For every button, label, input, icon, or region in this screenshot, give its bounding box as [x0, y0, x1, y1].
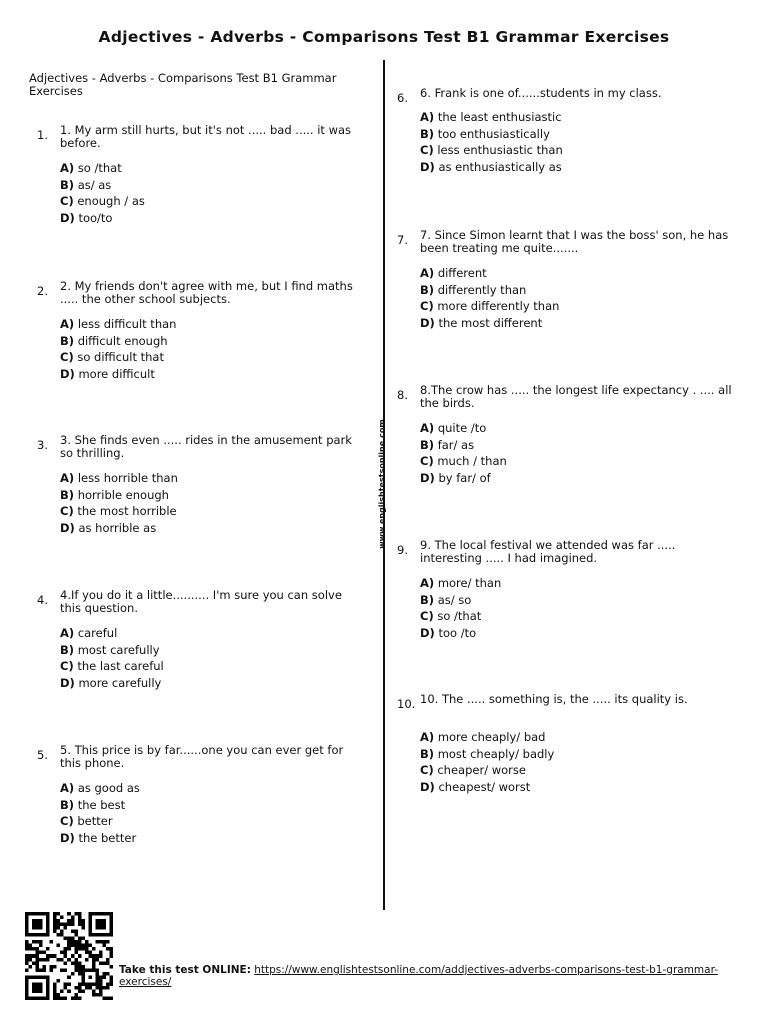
option-letter: D) [60, 830, 75, 845]
option-letter: B) [60, 177, 75, 192]
option-letter: B) [60, 642, 75, 657]
answer-option[interactable] [420, 437, 507, 454]
option-letter: D) [60, 675, 75, 690]
answer-option[interactable] [420, 109, 563, 126]
option-letter: A) [60, 471, 75, 485]
page-subtitle: Adjectives - Adverbs - Comparisons Test B1 Grammar Exercises [29, 71, 337, 98]
answer-option[interactable] [60, 642, 164, 659]
question-text: 7. Since Simon learnt that I was the boss' son, he has been treating me quite....... [420, 228, 729, 255]
answer-option[interactable] [60, 830, 140, 847]
option-text: quite /to [437, 421, 487, 435]
answer-option[interactable] [60, 193, 145, 210]
answer-option[interactable] [60, 797, 140, 814]
option-letter: B) [420, 746, 435, 761]
option-text: difficult enough [77, 333, 168, 348]
question-text: 2. My friends don't agree with me, but I find maths ..... the other school subjects. [60, 279, 353, 306]
answer-option[interactable] [60, 470, 178, 487]
option-letter: D) [420, 470, 435, 485]
footer [119, 964, 719, 988]
answer-option[interactable] [60, 349, 176, 366]
qr-code-icon [25, 912, 113, 1000]
option-text: more differently than [437, 299, 560, 313]
option-letter: C) [420, 299, 434, 313]
answer-options [420, 420, 507, 486]
question-number: 4. [37, 593, 48, 607]
answer-options [420, 729, 554, 795]
answer-option[interactable] [420, 315, 559, 332]
option-letter: A) [60, 781, 75, 795]
answer-option[interactable] [60, 658, 164, 675]
test-online-link[interactable]: https://www.englishtestsonline.com/addjectives-adverbs-comparisons-test-b1-grammar-exercises/ [119, 964, 719, 988]
option-text: careful [77, 626, 118, 640]
option-letter: D) [420, 315, 435, 330]
question-text: 5. This price is by far......one you can ever get for this phone. [60, 743, 344, 770]
option-text: most carefully [77, 642, 160, 657]
option-letter: A) [420, 110, 435, 124]
option-text: different [437, 266, 487, 280]
option-letter: C) [60, 350, 74, 364]
site-watermark: www.englishtestsonline.com [377, 419, 387, 549]
question-number: 9. [397, 543, 408, 557]
answer-options [60, 780, 140, 846]
option-text: more difficult [78, 366, 155, 381]
option-letter: D) [60, 520, 75, 535]
option-letter: A) [420, 421, 435, 435]
option-text: too enthusiastically [437, 126, 550, 141]
answer-option[interactable] [420, 420, 507, 437]
option-letter: C) [420, 143, 434, 157]
option-text: as good as [77, 781, 140, 795]
option-letter: A) [420, 730, 435, 744]
option-letter: B) [420, 282, 435, 297]
answer-option[interactable] [420, 779, 554, 796]
option-text: differently than [437, 282, 527, 297]
option-text: as/ so [437, 592, 472, 607]
option-letter: D) [420, 159, 435, 174]
answer-option[interactable] [60, 675, 164, 692]
answer-option[interactable] [420, 298, 559, 315]
answer-option[interactable] [60, 333, 176, 350]
option-text: by far/ of [438, 470, 491, 485]
option-letter: A) [420, 576, 435, 590]
question-text: 10. The ..... something is, the ..... its quality is. [420, 692, 688, 706]
option-text: more cheaply/ bad [437, 730, 546, 744]
question-number: 8. [397, 388, 408, 402]
answer-option[interactable] [60, 813, 140, 830]
option-letter: C) [420, 763, 434, 777]
answer-option[interactable] [420, 608, 501, 625]
option-letter: B) [60, 333, 75, 348]
option-letter: C) [420, 609, 434, 623]
option-text: less enthusiastic than [437, 143, 563, 157]
answer-option[interactable] [60, 316, 176, 333]
answer-option[interactable] [60, 625, 164, 642]
option-letter: A) [60, 626, 75, 640]
option-text: as horrible as [78, 520, 157, 535]
footer-label: Take this test ONLINE: [119, 964, 251, 976]
option-letter: D) [420, 625, 435, 640]
option-letter: B) [420, 592, 435, 607]
answer-options [420, 265, 559, 331]
answer-options [420, 575, 501, 641]
answer-option[interactable] [60, 487, 178, 504]
option-letter: B) [420, 126, 435, 141]
option-text: less horrible than [77, 471, 178, 485]
question-number: 6. [397, 91, 408, 105]
option-text: the best [77, 797, 126, 812]
option-text: much / than [437, 454, 507, 468]
answer-option[interactable] [420, 142, 563, 159]
option-text: so difficult that [77, 350, 164, 364]
answer-option[interactable] [60, 520, 178, 537]
answer-options [420, 109, 563, 175]
option-letter: C) [60, 194, 74, 208]
option-letter: D) [420, 779, 435, 794]
option-text: less difficult than [77, 317, 177, 331]
option-letter: D) [60, 210, 75, 225]
option-text: most cheaply/ badly [437, 746, 555, 761]
question-number: 2. [37, 284, 48, 298]
option-text: enough / as [77, 194, 145, 208]
option-letter: A) [60, 161, 75, 175]
option-letter: C) [60, 814, 74, 828]
page-title: Adjectives - Adverbs - Comparisons Test B1 Grammar Exercises [98, 28, 670, 46]
option-letter: A) [60, 317, 75, 331]
option-text: so /that [77, 161, 122, 175]
answer-option[interactable] [60, 160, 145, 177]
answer-option[interactable] [420, 453, 507, 470]
option-text: as enthusiastically as [438, 159, 562, 174]
answer-option[interactable] [420, 592, 501, 609]
option-letter: B) [60, 797, 75, 812]
option-text: too /to [438, 625, 477, 640]
question-text: 4.If you do it a little.......... I'm sure you can solve this question. [60, 588, 342, 615]
question-number: 1. [37, 128, 48, 142]
question-text: 9. The local festival we attended was far ..... interesting ..... I had imagined. [420, 538, 676, 565]
answer-options [60, 470, 178, 536]
question-number: 3. [37, 438, 48, 452]
option-letter: D) [60, 366, 75, 381]
option-text: the most horrible [77, 504, 177, 518]
option-text: too/to [78, 210, 113, 225]
option-letter: A) [420, 266, 435, 280]
question-number: 5. [37, 748, 48, 762]
option-text: the last careful [77, 659, 164, 673]
option-letter: B) [420, 437, 435, 452]
question-text: 8.The crow has ..... the longest life expectancy . .... all the birds. [420, 383, 732, 410]
question-text: 6. Frank is one of......students in my class. [420, 86, 662, 100]
option-text: far/ as [437, 437, 475, 452]
option-text: more carefully [78, 675, 162, 690]
option-text: more/ than [437, 576, 502, 590]
option-text: so /that [437, 609, 482, 623]
answer-option[interactable] [420, 282, 559, 299]
option-text: the least enthusiastic [437, 110, 562, 124]
question-text: 1. My arm still hurts, but it's not ..... bad ..... it was before. [60, 123, 352, 150]
answer-option[interactable] [60, 503, 178, 520]
answer-option[interactable] [60, 780, 140, 797]
answer-option[interactable] [60, 210, 145, 227]
answer-option[interactable] [420, 762, 554, 779]
option-text: the better [78, 830, 137, 845]
answer-option[interactable] [420, 470, 507, 487]
option-letter: C) [60, 659, 74, 673]
option-text: the most different [438, 315, 543, 330]
answer-option[interactable] [420, 746, 554, 763]
option-text: as/ as [77, 177, 112, 192]
answer-options [60, 625, 164, 691]
option-letter: C) [420, 454, 434, 468]
answer-options [60, 316, 176, 382]
option-text: cheapest/ worst [438, 779, 531, 794]
question-text: 3. She finds even ..... rides in the amusement park so thrilling. [60, 433, 352, 460]
question-number: 7. [397, 233, 408, 247]
answer-option[interactable] [420, 575, 501, 592]
answer-option[interactable] [60, 177, 145, 194]
answer-option[interactable] [60, 366, 176, 383]
option-text: horrible enough [77, 487, 169, 502]
option-text: better [77, 814, 113, 828]
option-letter: B) [60, 487, 75, 502]
answer-options [60, 160, 145, 226]
option-text: cheaper/ worse [437, 763, 526, 777]
option-letter: C) [60, 504, 74, 518]
answer-option[interactable] [420, 159, 563, 176]
answer-option[interactable] [420, 729, 554, 746]
answer-option[interactable] [420, 625, 501, 642]
answer-option[interactable] [420, 265, 559, 282]
answer-option[interactable] [420, 126, 563, 143]
question-number: 10. [397, 697, 416, 711]
